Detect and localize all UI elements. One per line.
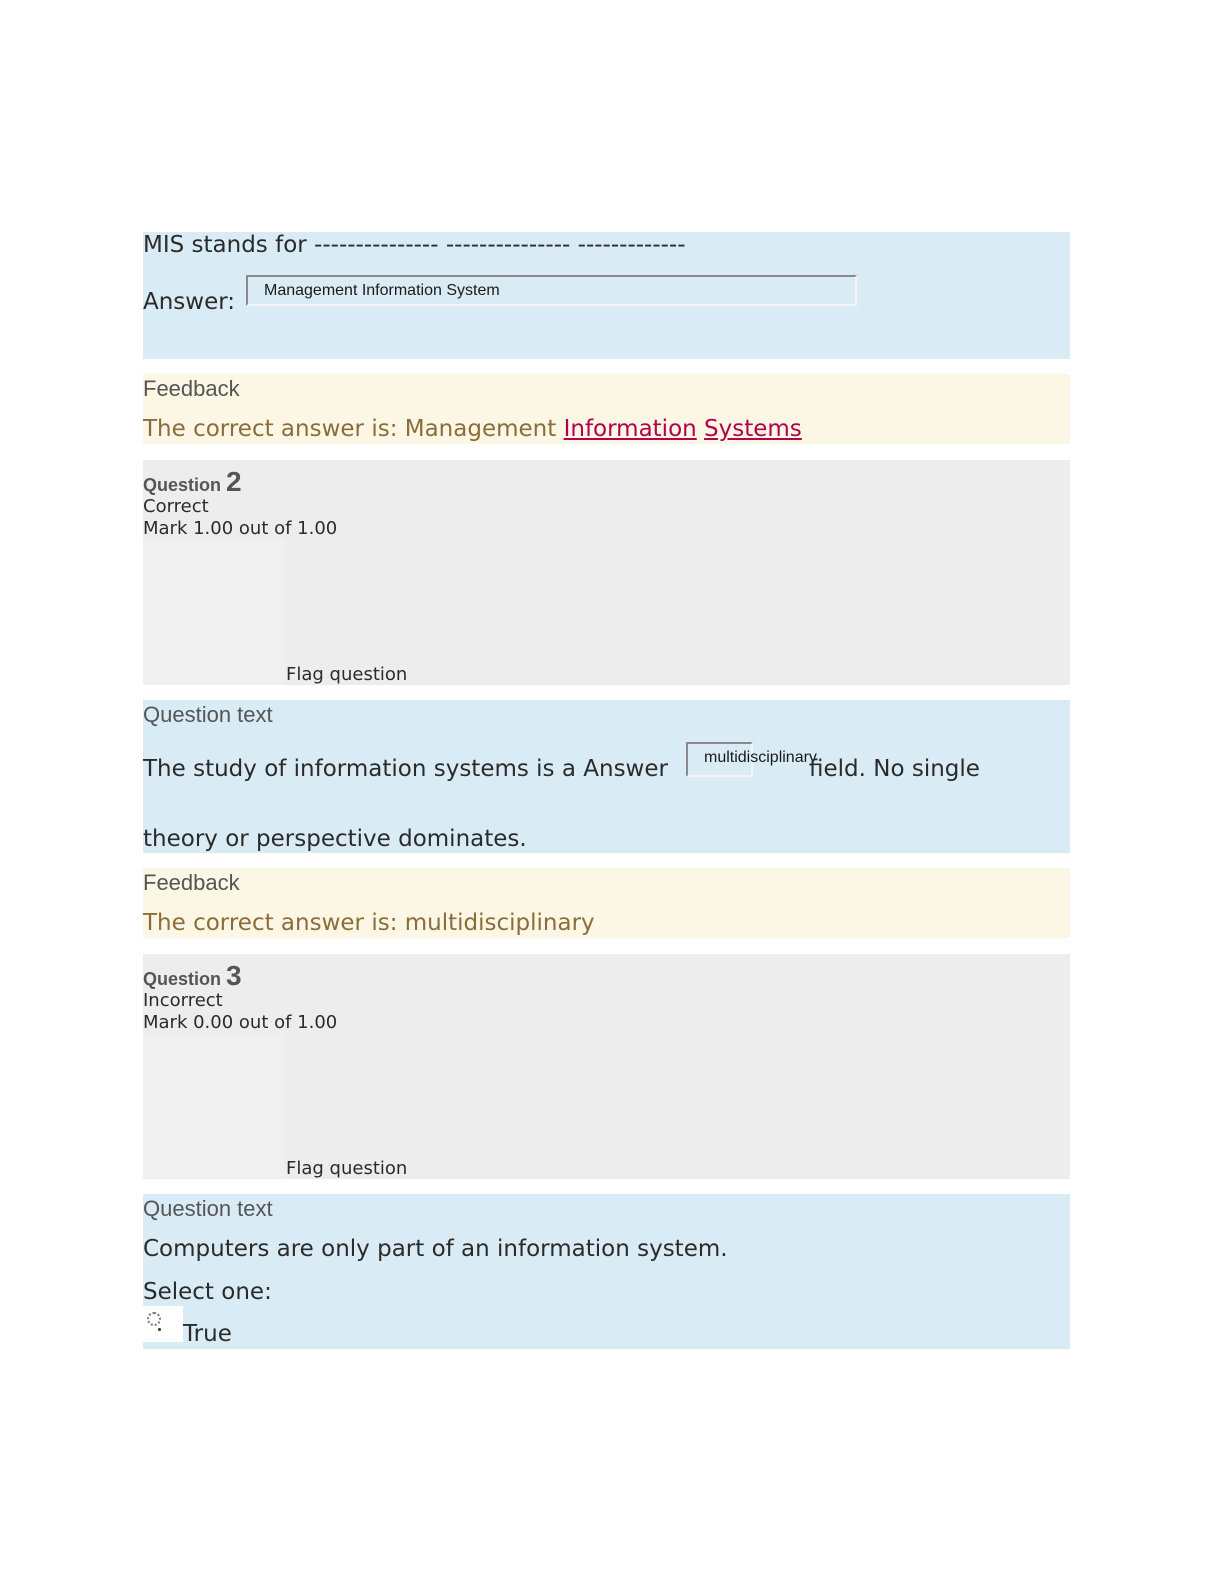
answer-label: Answer: — [143, 289, 236, 315]
flag-icon-area — [143, 540, 285, 685]
question-number-label — [143, 466, 242, 498]
question-3-info — [143, 954, 1070, 1179]
answer-input[interactable]: multidisciplinary — [686, 742, 753, 777]
question-3-statement: Computers are only part of an information system. — [143, 1236, 728, 1262]
glossary-link-information[interactable]: Information — [563, 416, 697, 442]
question-state: Correct — [143, 496, 209, 517]
radio-true-wrapper — [143, 1306, 183, 1342]
question-number: 2 — [226, 466, 242, 497]
question-1-content — [143, 232, 1070, 359]
feedback-text — [143, 416, 802, 442]
feedback-1 — [143, 374, 1070, 444]
answer-input[interactable]: Management Information System — [246, 275, 857, 306]
feedback-title: Feedback — [143, 870, 240, 895]
question-number-label — [143, 960, 242, 992]
feedback-2 — [143, 868, 1070, 938]
flag-icon-area — [143, 1034, 285, 1179]
radio-true[interactable] — [147, 1312, 161, 1326]
question-mark: Mark 1.00 out of 1.00 — [143, 518, 338, 539]
flag-question-link[interactable]: Flag question — [286, 1158, 408, 1179]
question-2-info — [143, 460, 1070, 685]
select-one-label: Select one: — [143, 1279, 272, 1305]
glossary-link-systems[interactable]: Systems — [704, 416, 802, 442]
radio-dot-icon — [158, 1328, 161, 1331]
question-number: 3 — [226, 960, 242, 991]
question-2-content — [143, 700, 1070, 853]
question-mark: Mark 0.00 out of 1.00 — [143, 1012, 338, 1033]
flag-question-link[interactable]: Flag question — [286, 664, 408, 685]
feedback-prefix: The correct answer is: Management — [143, 416, 564, 442]
question-2-text-before: The study of information systems is a Answer — [143, 756, 668, 782]
question-2-text-after: field. No single — [809, 756, 980, 782]
feedback-title: Feedback — [143, 376, 240, 401]
question-word: Question — [143, 475, 222, 495]
option-true-label[interactable]: True — [183, 1321, 232, 1347]
question-1-prompt: MIS stands for --------------- --------------- ------------- — [143, 232, 686, 258]
feedback-text: The correct answer is: multidisciplinary — [143, 910, 595, 936]
question-text-title: Question text — [143, 1196, 273, 1221]
question-state: Incorrect — [143, 990, 223, 1011]
question-2-text-line2: theory or perspective dominates. — [143, 826, 527, 852]
question-3-content — [143, 1194, 1070, 1349]
question-text-title: Question text — [143, 702, 273, 727]
question-word: Question — [143, 969, 222, 989]
